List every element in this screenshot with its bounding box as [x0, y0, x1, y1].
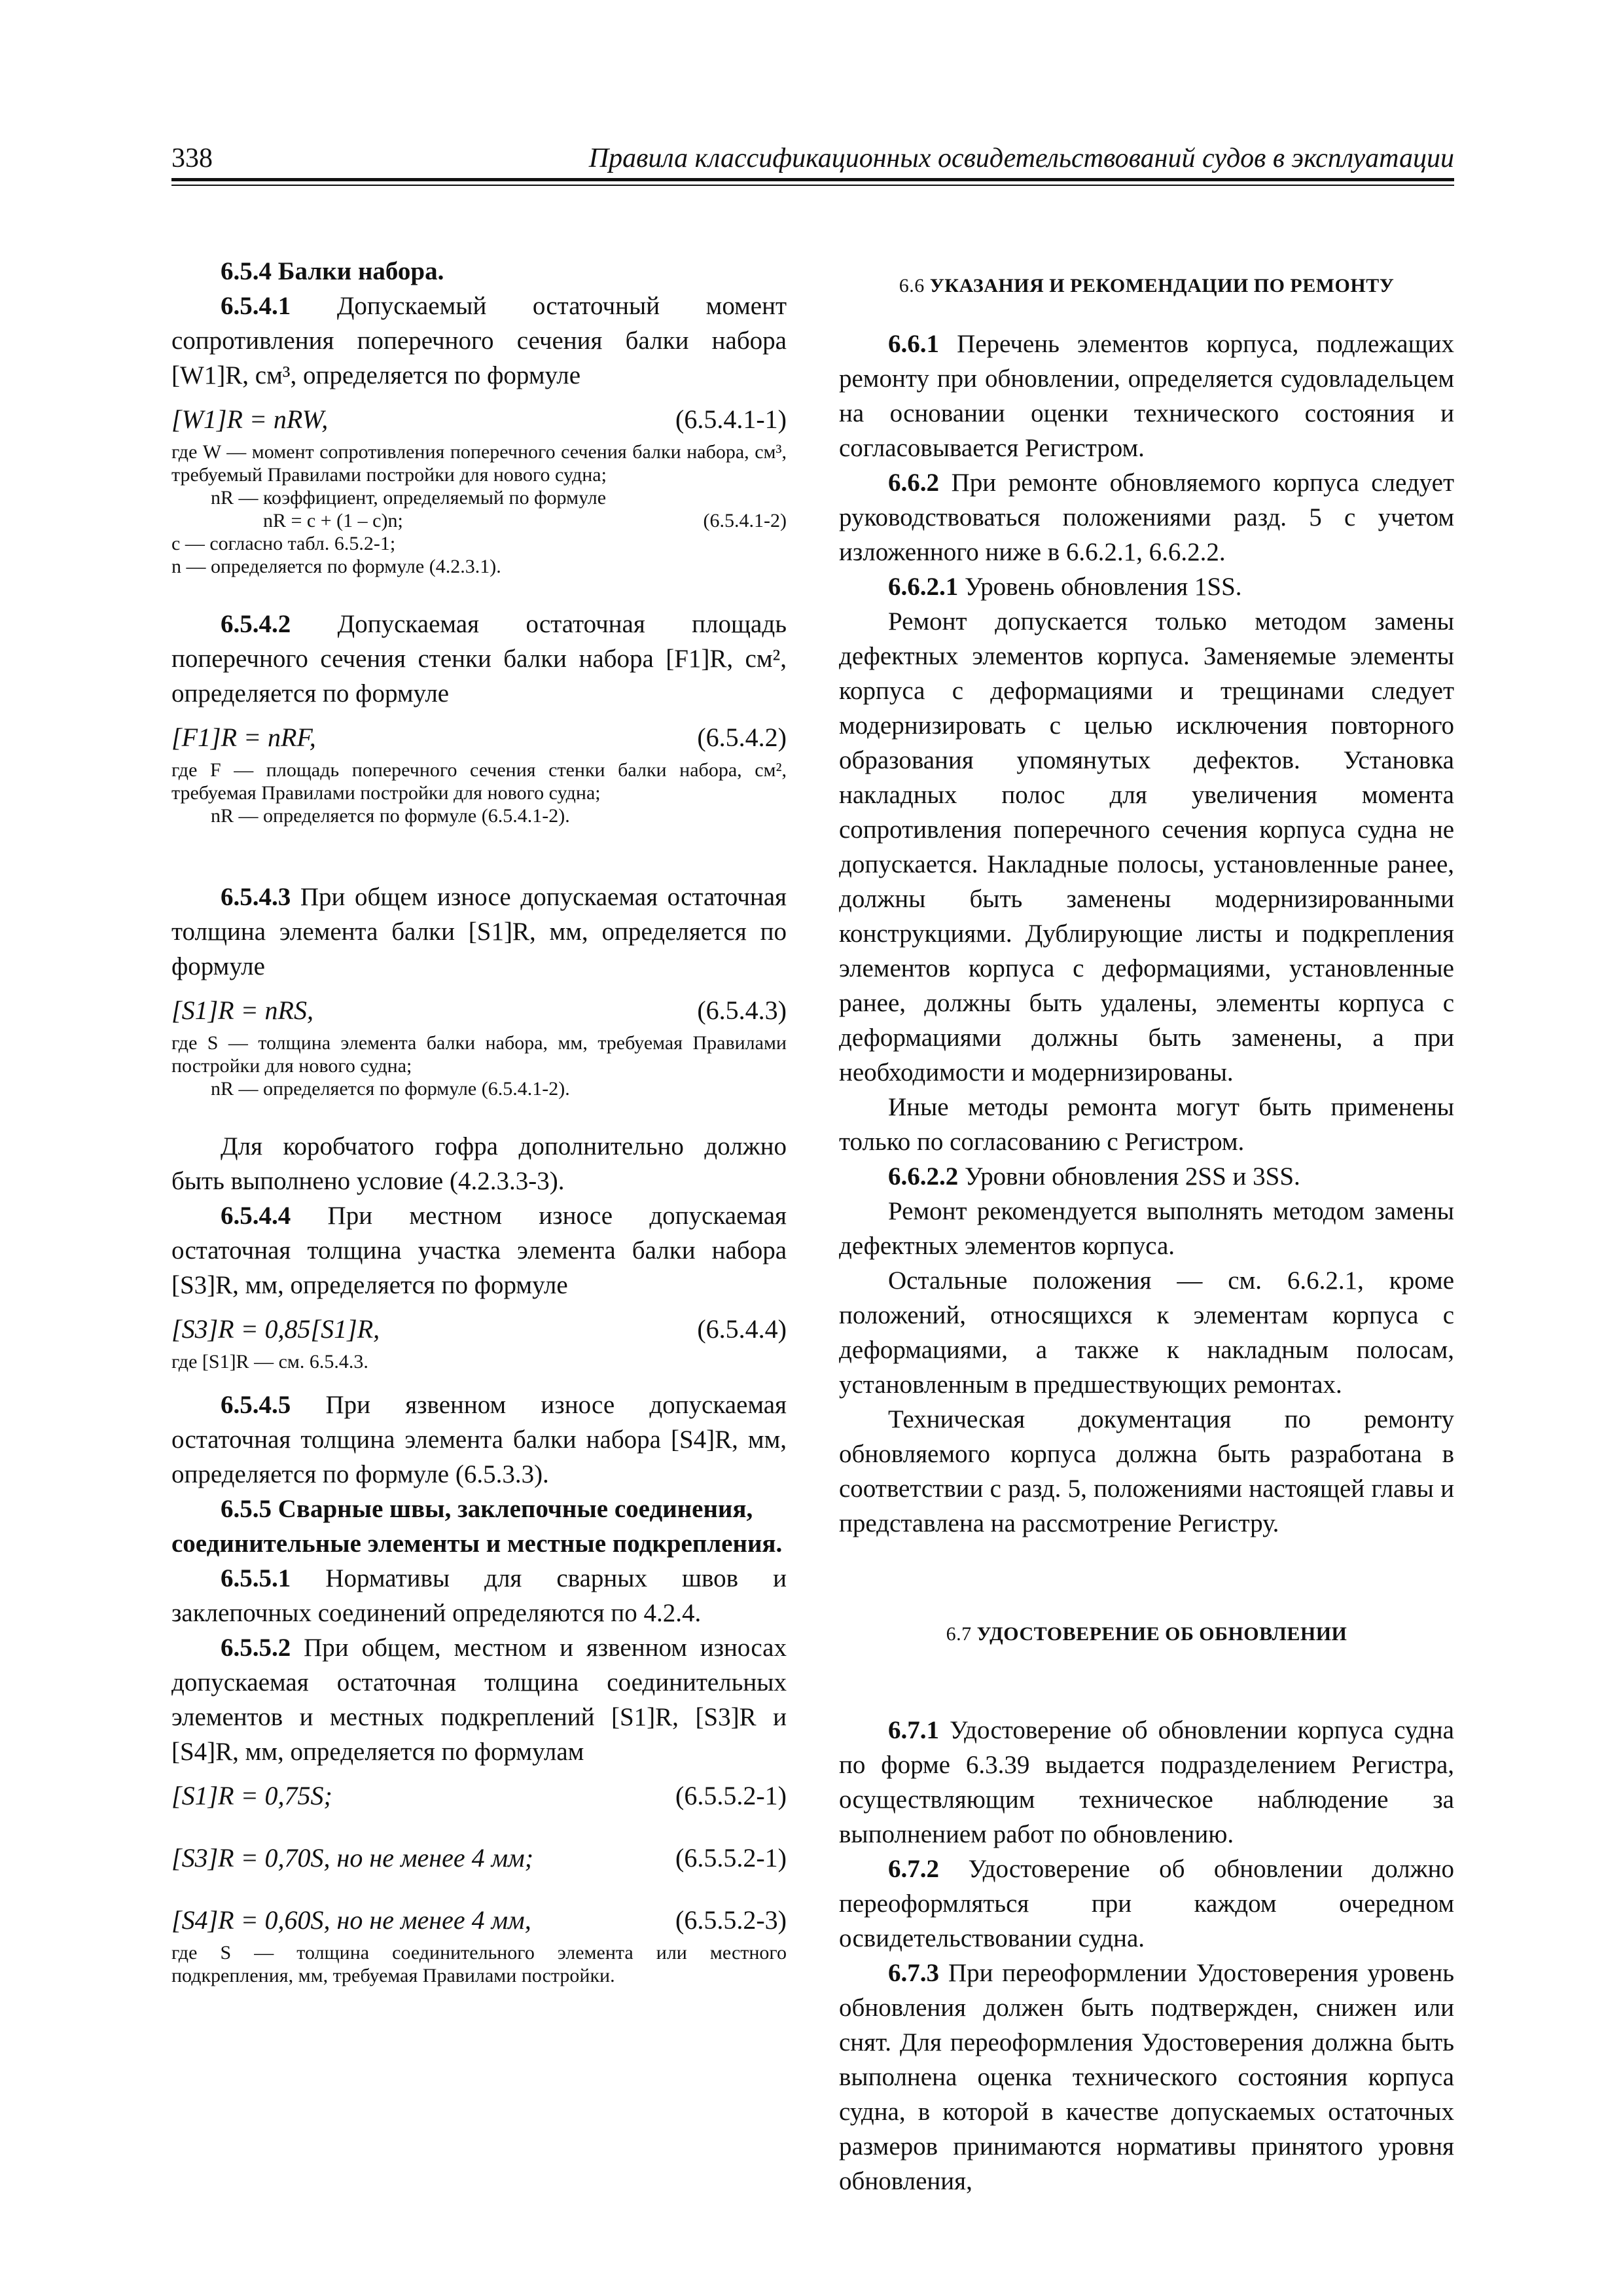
page-number: 338 [171, 143, 213, 173]
header-rule-thin [171, 185, 1454, 186]
formula-number: (6.5.5.2-1) [675, 1781, 787, 1810]
clause-text: Допускаемая остаточная площадь поперечного сечения стенки балки набора [F1]R, см², определяется по формуле [171, 610, 787, 708]
section-number: 6.7 [946, 1623, 972, 1645]
clause-number: 6.6.2.2 [888, 1162, 959, 1191]
paragraph-6-6-1 [839, 327, 1454, 465]
clause-number: 6.5.4.1 [221, 292, 291, 320]
right-column [839, 254, 1454, 2198]
legend-line: nR — определяется по формуле (6.5.4.1-2). [211, 805, 570, 827]
clause-text: При язвенном износе допускаемая остаточная толщина элемента балки набора [S4]R, мм, определяется по формуле (6.5.3.3). [171, 1391, 787, 1488]
formula-legend [171, 759, 787, 827]
formula-number: (6.5.5.2-1) [675, 1843, 787, 1873]
legend-line: c — согласно табл. 6.5.2-1; [171, 533, 396, 554]
formula-number: (6.5.4.2) [697, 723, 787, 752]
clause-text: Уровень обновления 1SS. [958, 573, 1242, 601]
formula-6-5-5-2-1 [171, 1778, 787, 1813]
legend-line: nR — определяется по формуле (6.5.4.1-2). [211, 1078, 570, 1100]
legend-formula-number: (6.5.4.1-2) [703, 510, 787, 531]
paragraph-6-5-5-2 [171, 1630, 787, 1769]
paragraph-box-corrugation: Для коробчатого гофра дополнительно должно быть выполнено условие (4.2.3.3-3). [171, 1132, 787, 1195]
clause-text: При общем износе допускаемая остаточная толщина элемента балки [S1]R, мм, определяется по формуле [171, 883, 787, 980]
paragraph-other-provisions: Остальные положения — см. 6.6.2.1, кроме положений, относящихся к элементам корпуса с деформациями, а также к накладным полосам, установленным в предшествующих ремонтах. [839, 1266, 1454, 1399]
section-title-text: УДОСТОВЕРЕНИЕ ОБ ОБНОВЛЕНИИ [976, 1623, 1347, 1645]
clause-number: 6.6.2.1 [888, 573, 959, 601]
clause-text: При общем, местном и язвенном износах допускаемая остаточная толщина соединительных элементов и местных подкреплений [S1]R, [S3]R и [S4]R, мм, определяется по формулам [171, 1634, 787, 1766]
paragraph-6-5-4-4 [171, 1198, 787, 1302]
legend-line: nR — коэффициент, определяемый по формуле [211, 487, 607, 509]
formula-number: (6.5.4.3) [697, 996, 787, 1025]
clause-text: Удостоверение об обновлении должно переоформляться при каждом очередном освидетельствовании судна. [839, 1855, 1454, 1952]
section-title-6-7 [839, 1617, 1454, 1651]
paragraph-6-7-1 [839, 1713, 1454, 1852]
legend-line: n — определяется по формуле (4.2.3.1). [171, 556, 501, 577]
clause-text: Нормативы для сварных швов и заклепочных соединений определяются по 4.2.4. [171, 1564, 787, 1627]
formula-legend [171, 1350, 787, 1373]
heading-6-5-4: 6.5.4 Балки набора. [221, 257, 444, 285]
formula-expression: [S3]R = 0,85[S1]R, [171, 1314, 380, 1344]
clause-number: 6.6.2 [888, 469, 939, 497]
formula-6-5-5-2-2 [171, 1840, 787, 1875]
paragraph-6-5-4-1 [171, 289, 787, 393]
formula-expression: [S4]R = 0,60S, но не менее 4 мм, [171, 1905, 531, 1935]
paragraph-6-6-2 [839, 465, 1454, 569]
clause-number: 6.6.1 [888, 330, 939, 358]
clause-text: Удостоверение об обновлении корпуса судна по форме 6.3.39 выдается подразделением Регистра, осуществляющим техническое наблюдение за выполнением работ по обновлению. [839, 1716, 1454, 1848]
clause-number: 6.5.4.4 [221, 1202, 291, 1230]
formula-number: (6.5.4.4) [697, 1314, 787, 1344]
page-header [171, 143, 1454, 178]
legend-line: где F — площадь поперечного сечения стенки балки набора, см², требуемая Правилами постройки для нового судна; [171, 759, 787, 804]
header-rule [171, 178, 1454, 181]
paragraph-6-7-3 [839, 1956, 1454, 2198]
formula-6-5-4-3 [171, 993, 787, 1028]
clause-text: Перечень элементов корпуса, подлежащих ремонту при обновлении, определяется судовладельцем на основании оценки технического состояния и согласовывается Регистром. [839, 330, 1454, 462]
paragraph-6-5-5-1 [171, 1561, 787, 1630]
paragraph-repair-2ss: Ремонт рекомендуется выполнять методом замены дефектных элементов корпуса. [839, 1197, 1454, 1260]
formula-expression: [S3]R = 0,70S, но не менее 4 мм; [171, 1843, 534, 1873]
clause-text: При переоформлении Удостоверения уровень обновления должен быть подтвержден, снижен или снят. Для переоформления Удостоверения должна быть выполнена оценка технического состояния корпуса судна, в которой в качестве допускаемых остаточных размеров принимаются нормативы принятого уровня обновления, [839, 1959, 1454, 2195]
formula-expression: [S1]R = 0,75S; [171, 1781, 332, 1810]
formula-legend [171, 1031, 787, 1100]
section-title-6-6 [839, 268, 1454, 303]
clause-number: 6.7.3 [888, 1959, 939, 1987]
paragraph-6-5-4-5 [171, 1388, 787, 1492]
formula-number: (6.5.5.2-3) [675, 1905, 787, 1935]
clause-text: Уровни обновления 2SS и 3SS. [958, 1162, 1300, 1191]
legend-formula-row [171, 509, 787, 532]
formula-6-5-4-2 [171, 720, 787, 755]
formula-6-5-4-4 [171, 1312, 787, 1346]
section-number: 6.6 [899, 275, 925, 296]
clause-number: 6.7.1 [888, 1716, 939, 1744]
heading-6-5-5: 6.5.5 Сварные швы, заклепочные соединения, соединительные элементы и местные подкрепления. [171, 1495, 783, 1558]
clause-number: 6.5.4.2 [221, 610, 291, 638]
section-title-text: УКАЗАНИЯ И РЕКОМЕНДАЦИИ ПО РЕМОНТУ [929, 275, 1395, 296]
formula-expression: [W1]R = nRW, [171, 404, 329, 434]
legend-line: где S — толщина соединительного элемента или местного подкрепления, мм, требуемая Правилами постройки. [171, 1942, 787, 1986]
paragraph-6-7-2 [839, 1852, 1454, 1956]
paragraph-6-5-4-3 [171, 880, 787, 984]
legend-line: где W — момент сопротивления поперечного сечения балки набора, см³, требуемый Правилами постройки для нового судна; [171, 441, 787, 486]
paragraph-other-methods: Иные методы ремонта могут быть применены только по согласованию с Регистром. [839, 1093, 1454, 1156]
clause-number: 6.5.4.5 [221, 1391, 291, 1419]
clause-number: 6.5.5.1 [221, 1564, 291, 1592]
paragraph-6-5-4-2 [171, 607, 787, 711]
legend-formula: nR = c + (1 – c)n; [263, 510, 403, 531]
formula-expression: [S1]R = nRS, [171, 996, 313, 1025]
legend-line: где [S1]R — см. 6.5.4.3. [171, 1351, 368, 1372]
legend-line: где S — толщина элемента балки набора, мм, требуемая Правилами постройки для нового судна; [171, 1032, 787, 1077]
paragraph-technical-docs: Техническая документация по ремонту обновляемого корпуса должна быть разработана в соответствии с разд. 5, положениями настоящей главы и представлена на рассмотрение Регистру. [839, 1405, 1454, 1537]
clause-number: 6.5.5.2 [221, 1634, 291, 1662]
formula-legend [171, 1941, 787, 1987]
clause-text: Допускаемый остаточный момент сопротивления поперечного сечения балки набора [W1]R, см³, определяется по формуле [171, 292, 787, 389]
formula-expression: [F1]R = nRF, [171, 723, 316, 752]
clause-text: При ремонте обновляемого корпуса следует руководствоваться положениями разд. 5 с учетом изложенного ниже в 6.6.2.1, 6.6.2.2. [839, 469, 1454, 566]
running-title: Правила классификационных освидетельствований судов в эксплуатации [588, 143, 1454, 173]
clause-number: 6.5.4.3 [221, 883, 291, 911]
formula-number: (6.5.4.1-1) [675, 404, 787, 434]
formula-6-5-5-2-3 [171, 1903, 787, 1937]
paragraph-repair-1ss: Ремонт допускается только методом замены дефектных элементов корпуса. Заменяемые элементы корпуса с деформациями и трещинами следует модернизировать с целью исключения повторного образования упомянутых дефектов. Установка накладных полос для увеличения момента сопротивления поперечного сечения корпуса судна не допускается. Накладные полосы, установленные ранее, должны быть заменены модернизированными конструкциями. Дублирующие листы и подкрепления элементов корпуса с деформациями, установленные ранее, должны быть удалены, элементы корпуса с деформациями должны быть заменены, а при необходимости и модернизированы. [839, 607, 1454, 1086]
paragraph-6-6-2-1 [839, 569, 1454, 604]
paragraph-6-6-2-2 [839, 1159, 1454, 1194]
left-column [171, 254, 787, 2001]
clause-text: При местном износе допускаемая остаточная толщина участка элемента балки набора [S3]R, мм, определяется по формуле [171, 1202, 787, 1299]
formula-legend [171, 440, 787, 578]
formula-6-5-4-1-1 [171, 402, 787, 437]
clause-number: 6.7.2 [888, 1855, 939, 1883]
